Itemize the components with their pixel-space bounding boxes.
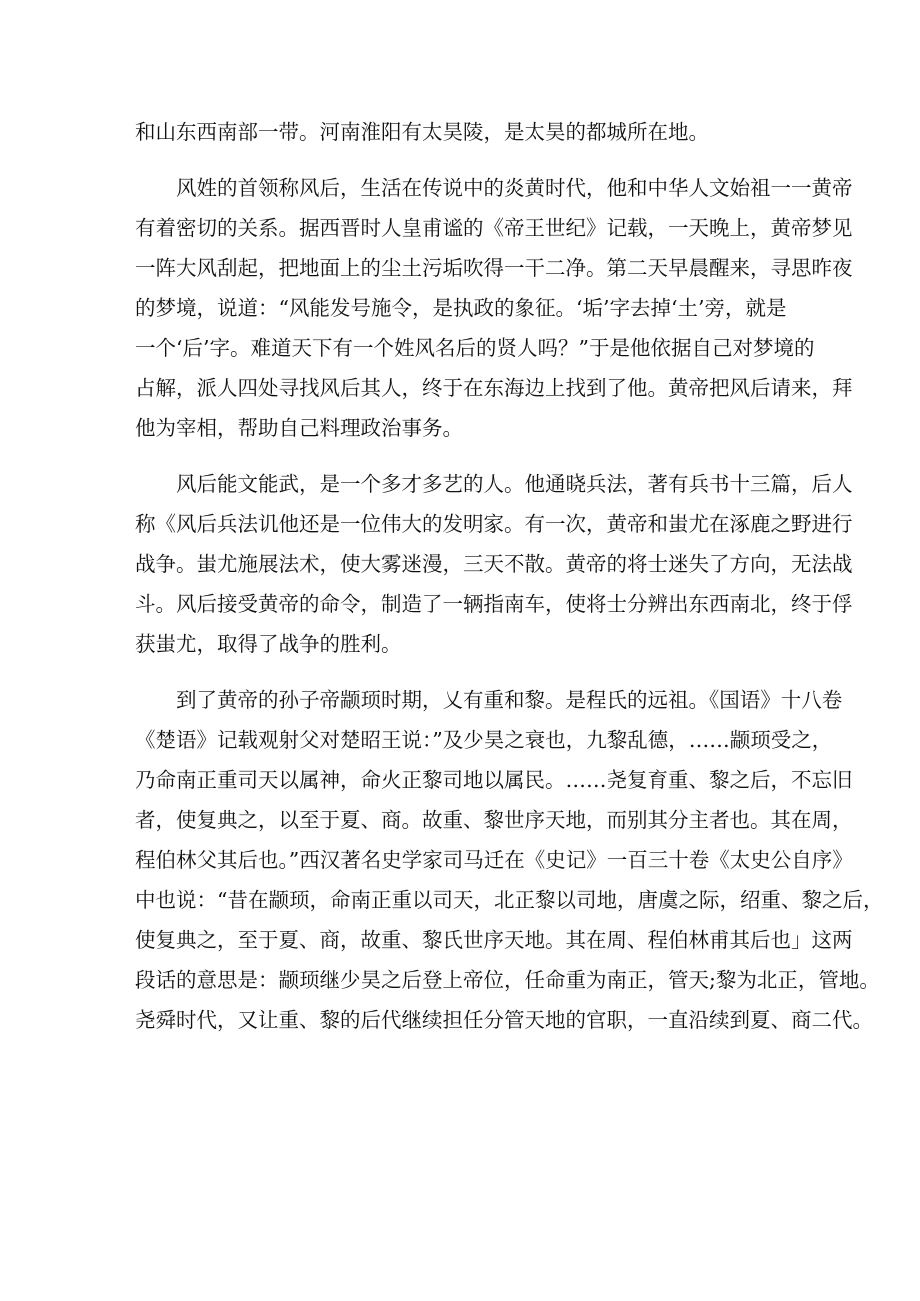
paragraph [135,464,853,664]
text-line: 一个‘后’字。难道天下有一个姓风名后的贤人吗？”于是他依据自己对梦境的 [135,336,815,360]
text-line: 尧舜时代，又让重、黎的后代继续担任分管天地的官职，一直沿续到夏、商二代。 [135,1008,873,1032]
text-line: 的梦境，说道：“风能发号施令，是执政的象征。‘垢’字去掉‘土’旁，就是 [135,296,787,320]
text-line: 风后能文能武，是一个多才多艺的人。他通晓兵法，著有兵书十三篇，后人 [176,472,853,496]
paragraph [135,112,795,152]
paragraph [135,680,884,1040]
text-line: 使复典之，至于夏、商，故重、黎氏世序天地。其在周、程伯林甫其后也」这两 [135,928,853,952]
text-line: 获蚩尤，取得了战争的胜利。 [135,632,402,656]
paragraph [135,168,853,448]
text-line: 有着密切的关系。据西晋时人皇甫谧的《帝王世纪》记载，一天晚上，黄帝梦见 [135,216,853,240]
text-line: 战争。蚩尤施展法术，使大雾迷漫，三天不散。黄帝的将士迷失了方向，无法战 [135,552,853,576]
text-line: 风姓的首领称风后，生活在传说中的炎黄时代，他和中华人文始祖一一黄帝 [176,176,853,200]
text-line: 到了黄帝的孙子帝颛顼时期，乂有重和黎。是程氏的远祖。《国语》十八卷 [176,688,843,712]
text-line: 段话的意思是：颛顼继少昊之后登上帝位，任命重为南正，管天;黎为北正，管地。 [135,968,880,992]
text-line: 称《风后兵法讥他还是一位伟大的发明家。有一次，黄帝和蚩尤在涿鹿之野进行 [135,512,853,536]
document-body [135,112,884,1040]
text-line: 乃命南正重司天以属神，命火正黎司地以属民。……尧复育重、黎之后，不忘旧 [135,768,853,792]
text-line: 者，使复典之，以至于夏、商。故重、黎世序天地，而别其分主者也。其在周， [135,808,853,832]
text-line: 和山东西南部一带。河南淮阳有太昊陵，是太昊的都城所在地。 [135,120,709,144]
text-line: 他为宰相，帮助自己料理政治事务。 [135,416,463,440]
text-line: 程伯林父其后也。”西汉著名史学家司马迁在《史记》一百三十卷《太史公自序》 [135,848,853,872]
text-line: 占解，派人四处寻找风后其人，终于在东海边上找到了他。黄帝把风后请来，拜 [135,376,853,400]
text-line: 一阵大风刮起，把地面上的尘土污垢吹得一干二净。第二天早晨醒来，寻思昨夜 [135,256,853,280]
text-line: 中也说：“昔在颛顼，命南正重以司天，北正黎以司地，唐虞之际，绍重、黎之后， [135,888,884,912]
text-line: 斗。风后接受黄帝的命令，制造了一辆指南车，使将士分辨出东西南北，终于俘 [135,592,853,616]
text-line: 《楚语》记载观射父对楚昭王说：”及少昊之衰也，九黎乱德，……颛顼受之， [135,728,833,752]
